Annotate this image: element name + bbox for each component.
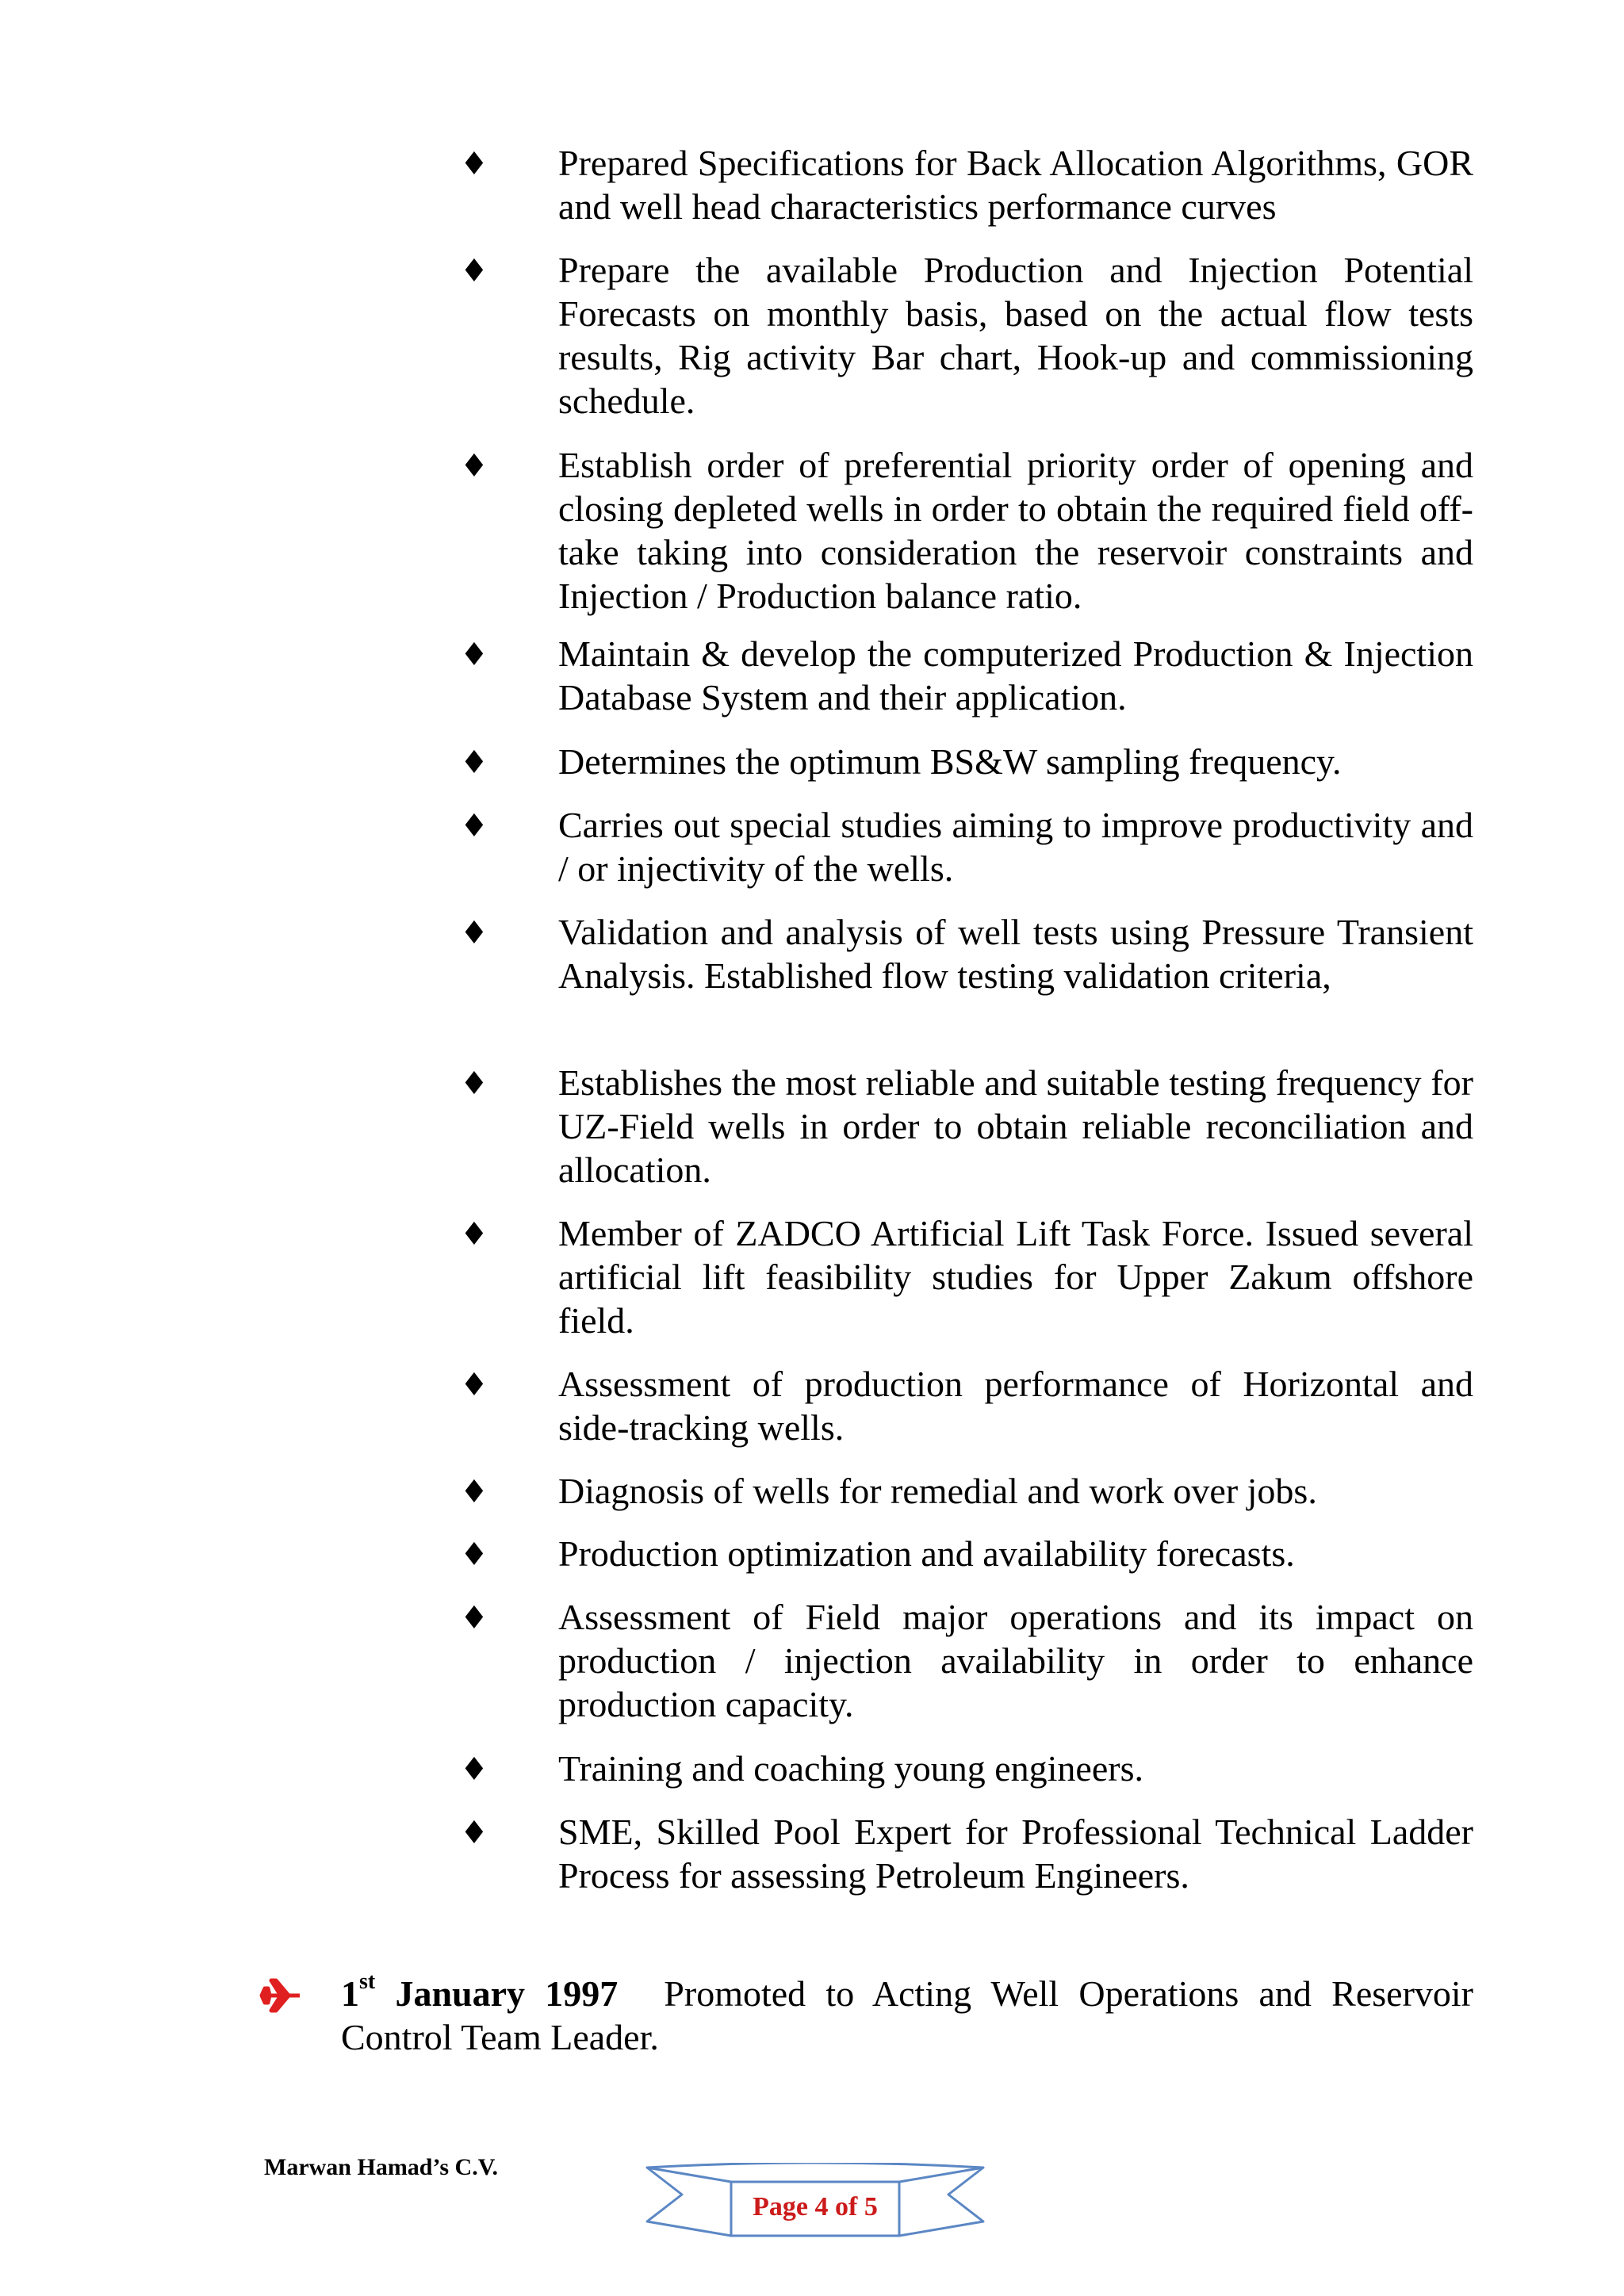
list-item bbox=[460, 141, 1473, 228]
list-item bbox=[460, 443, 1473, 618]
list-item-text: Training and coaching young engineers. bbox=[558, 1748, 1143, 1789]
promotion-text: Promoted to Acting Well Operations and Reservoir Control Team Leader. bbox=[341, 1973, 1473, 2057]
list-item-text: Validation and analysis of well tests using Pressure Transient Analysis. Established flow testing validation criteria, bbox=[558, 912, 1473, 996]
list-item-text: Determines the optimum BS&W sampling frequency. bbox=[558, 741, 1342, 782]
list-item bbox=[460, 248, 1473, 423]
diamond-bullet-icon: ♦ bbox=[460, 146, 488, 182]
list-item bbox=[460, 740, 1473, 783]
diamond-bullet-icon: ♦ bbox=[460, 1474, 488, 1510]
list-item bbox=[460, 1595, 1473, 1726]
promotion-date: 1st January 1997 bbox=[341, 1969, 619, 2014]
list-item-text: Establish order of preferential priority order of opening and closing depleted wells in order to obtain the required field off-take taking into consideration the reservoir constraints and Injection / Production balance ratio. bbox=[558, 445, 1473, 616]
diamond-bullet-icon: ♦ bbox=[460, 253, 488, 289]
diamond-bullet-icon: ♦ bbox=[460, 1367, 488, 1403]
diamond-bullet-icon: ♦ bbox=[460, 1751, 488, 1788]
diamond-bullet-icon: ♦ bbox=[460, 808, 488, 844]
list-item bbox=[460, 1211, 1473, 1342]
diamond-bullet-icon: ♦ bbox=[460, 1815, 488, 1851]
diamond-bullet-icon: ♦ bbox=[460, 1216, 488, 1253]
airplane-icon bbox=[259, 1976, 303, 2015]
diamond-bullet-icon: ♦ bbox=[460, 448, 488, 484]
list-item-text: Establishes the most reliable and suitable testing frequency for UZ-Field wells in order to obtain reliable reconciliation and allocation. bbox=[558, 1062, 1473, 1190]
diamond-bullet-icon: ♦ bbox=[460, 1600, 488, 1636]
diamond-bullet-icon: ♦ bbox=[460, 1536, 488, 1573]
list-item bbox=[460, 1810, 1473, 1897]
list-item-text: Prepared Specifications for Back Allocation Algorithms, GOR and well head characteristics performance curves bbox=[558, 143, 1473, 227]
list-item-text: Assessment of production performance of Horizontal and side-tracking wells. bbox=[558, 1364, 1473, 1448]
list-item-text: Assessment of Field major operations and its impact on production / injection availability in order to enhance production capacity. bbox=[558, 1597, 1473, 1724]
list-item-text: Member of ZADCO Artificial Lift Task Force. Issued several artificial lift feasibility studies for Upper Zakum offshore field. bbox=[558, 1213, 1473, 1341]
list-item-text: SME, Skilled Pool Expert for Professional Technical Ladder Process for assessing Petroleum Engineers. bbox=[558, 1812, 1473, 1896]
list-item bbox=[460, 1747, 1473, 1790]
diamond-bullet-icon: ♦ bbox=[460, 744, 488, 781]
list-item-text: Diagnosis of wells for remedial and work over jobs. bbox=[558, 1471, 1317, 1511]
list-item bbox=[460, 910, 1473, 997]
list-item bbox=[460, 1532, 1473, 1575]
diamond-bullet-icon: ♦ bbox=[460, 1066, 488, 1102]
list-item bbox=[460, 1469, 1473, 1513]
page-number: Page 4 of 5 bbox=[753, 2192, 878, 2221]
list-item-text: Production optimization and availability forecasts. bbox=[558, 1533, 1295, 1574]
list-item bbox=[460, 632, 1473, 719]
list-item bbox=[460, 1061, 1473, 1192]
list-item-text: Maintain & develop the computerized Production & Injection Database System and their application. bbox=[558, 633, 1473, 718]
list-item bbox=[460, 1362, 1473, 1449]
promotion-entry bbox=[341, 1969, 1473, 2059]
list-item-text: Carries out special studies aiming to improve productivity and / or injectivity of the wells. bbox=[558, 805, 1473, 889]
diamond-bullet-icon: ♦ bbox=[460, 915, 488, 951]
footer-cv-name: Marwan Hamad’s C.V. bbox=[264, 2154, 499, 2180]
diamond-bullet-icon: ♦ bbox=[460, 637, 488, 673]
list-item bbox=[460, 803, 1473, 890]
list-item-text: Prepare the available Production and Injection Potential Forecasts on monthly basis, based on the actual flow tests results, Rig activity Bar chart, Hook-up and commissioning schedule. bbox=[558, 250, 1473, 421]
